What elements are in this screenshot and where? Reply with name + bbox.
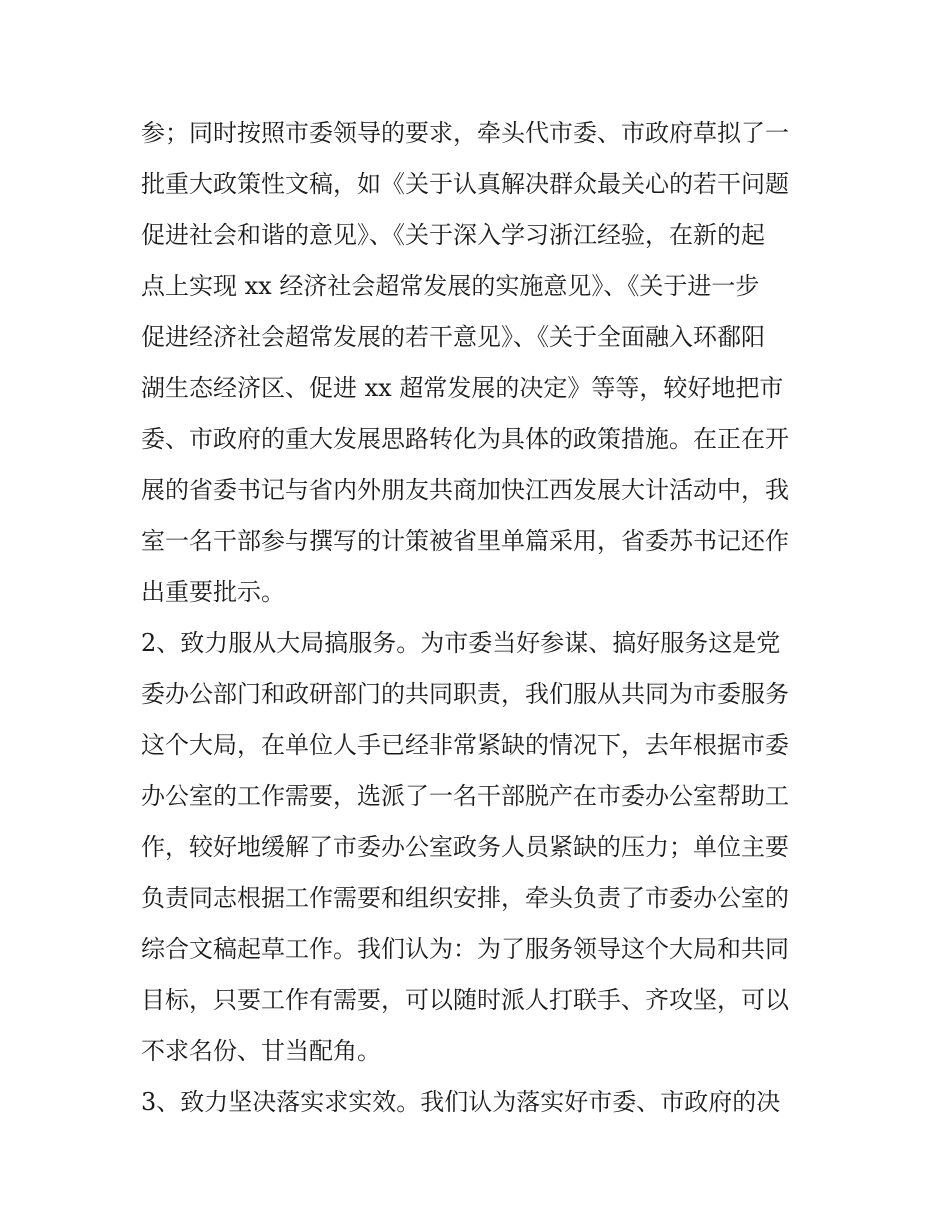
section-heading-line: 2、致力服从大局搞服务。为市委当好参谋、搞好服务这是党 <box>141 629 781 657</box>
text-line: 出重要批示。 <box>141 578 285 606</box>
text-line: 综合文稿起草工作。我们认为：为了服务领导这个大局和共同 <box>141 935 789 963</box>
document-body-text <box>141 108 821 1128</box>
text-line: 办公室的工作需要，选派了一名干部脱产在市委办公室帮助工 <box>141 782 789 810</box>
text-line: 负责同志根据工作需要和组织安排，牵头负责了市委办公室的 <box>141 884 789 912</box>
text-line: 室一名干部参与撰写的计策被省里单篇采用，省委苏书记还作 <box>141 527 789 555</box>
text-line: 这个大局，在单位人手已经非常紧缺的情况下，去年根据市委 <box>141 731 789 759</box>
text-line: 目标，只要工作有需要，可以随时派人打联手、齐攻坚，可以 <box>141 986 789 1014</box>
section-heading-line: 3、致力坚决落实求实效。我们认为落实好市委、市政府的决 <box>141 1088 781 1116</box>
text-line: 作，较好地缓解了市委办公室政务人员紧缺的压力；单位主要 <box>141 833 789 861</box>
text-line: 促进经济社会超常发展的若干意见》、《关于全面融入环鄱阳 <box>141 323 765 351</box>
text-line: 委办公部门和政研部门的共同职责，我们服从共同为市委服务 <box>141 680 789 708</box>
text-line: 点上实现 xx 经济社会超常发展的实施意见》、《关于进一步 <box>141 272 760 300</box>
text-line: 委、市政府的重大发展思路转化为具体的政策措施。在正在开 <box>141 425 789 453</box>
text-line: 促进社会和谐的意见》、《关于深入学习浙江经验，在新的起 <box>141 221 765 249</box>
text-line: 参；同时按照市委领导的要求，牵头代市委、市政府草拟了一 <box>141 119 789 147</box>
text-line: 批重大政策性文稿，如《关于认真解决群众最关心的若干问题 <box>141 170 789 198</box>
text-line: 展的省委书记与省内外朋友共商加快江西发展大计活动中，我 <box>141 476 789 504</box>
text-line: 湖生态经济区、促进 xx 超常发展的决定》等等，较好地把市 <box>141 374 784 402</box>
text-line: 不求名份、甘当配角。 <box>141 1037 381 1065</box>
